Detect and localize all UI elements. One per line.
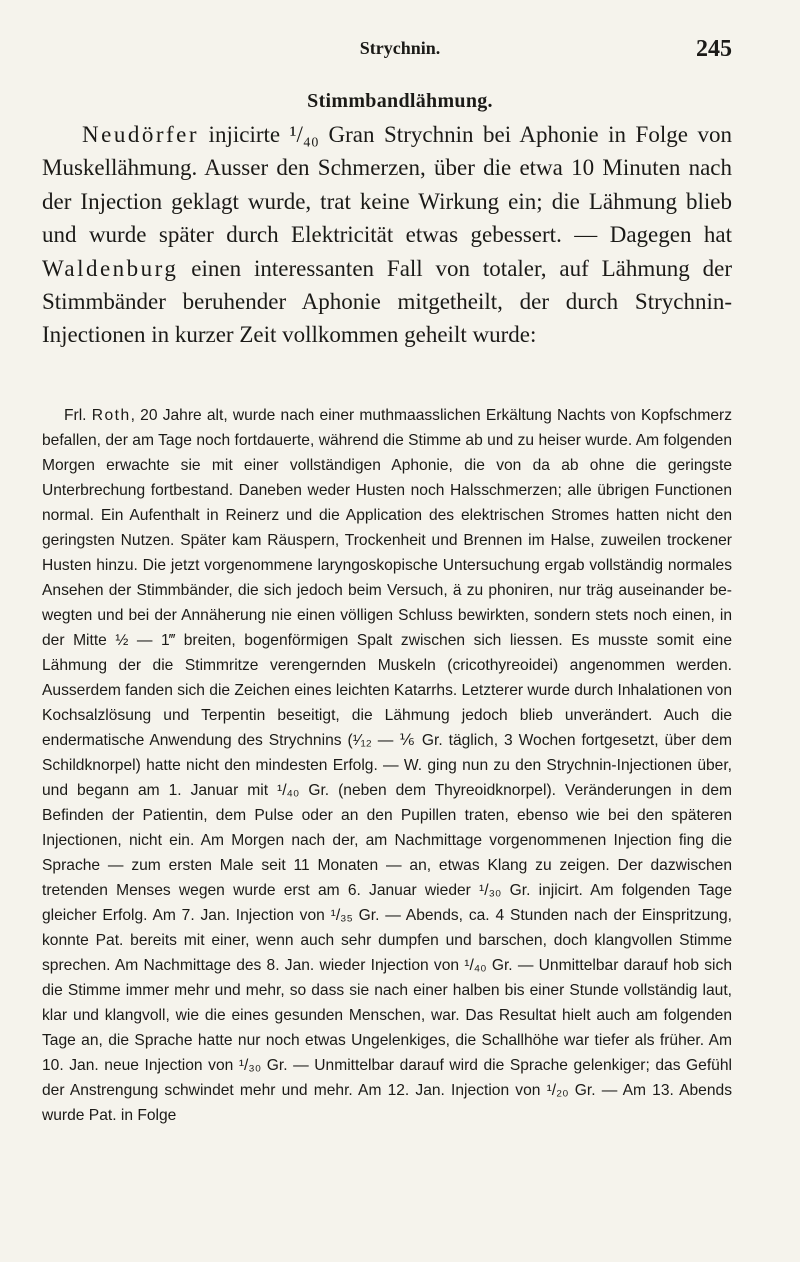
section-heading: Stimmbandlähmung.: [307, 90, 493, 112]
author-name-waldenburg: Waldenburg: [42, 255, 179, 281]
page-number: 245: [696, 36, 732, 62]
main-paragraph-block: [42, 118, 732, 352]
main-paragraph: [42, 118, 732, 352]
main-text-segment: einen interessanten Fall von totaler, auf Lähmung der Stimmbänder beruhender Aphonie mitgetheilt, der durch Strychnin-Injectionen in kurzer Zeit vollkommen geheilt wurde:: [42, 255, 732, 348]
case-report-paragraph: [42, 403, 732, 1128]
patient-name: Roth: [91, 407, 131, 424]
case-report-text: , 20 Jahre alt, wurde nach einer muthmaasslichen Erkältung Nachts von Kopfschmerz befallen, der am Tage noch fortdauerte, während die Stimme ab und zu heiser wurde. Am folgenden Morgen erwachte sie mit einer vollständigen Aphonie, die von da ab ohne die geringste Unterbrechung fortbestand. Daneben weder Husten noch Halsschmerzen; alle übrigen Functionen normal. Ein Aufenthalt in Reinerz und die Application des elektrischen Stromes hatten nicht den geringsten Nutzen. Später kam Räuspern, Trockenheit und Brennen im Halse, zuweilen trockener Husten hinzu. Die jetzt vorgenommene laryngoskopische Untersuchung ergab vollständig normales Ansehen der Stimmbänder, die sich jedoch beim Versuch, ä zu phoniren, nur träg auseinander bewegten und bei der Annäherung nie einen völligen Schluss bewirkten, sondern stets noch einen, in der Mitte ½ — 1‴ breiten, bogenförmigen Spalt zwischen sich liessen. Es musste somit eine Lähmung der die Stimmritze verengernden Muskeln (cricothyreoidei) angenommen werden. Ausserdem fanden sich die Zeichen eines leichten Katarrhs. Letzterer wurde durch Inhalationen von Kochsalzlösung und Terpentin beseitigt, die Lähmung jedoch blieb unverändert. Auch die endermatische Anwendung des Strychnins (¹⁄₁₂ — ⅙ Gr. täglich, 3 Wochen fortgesetzt, über dem Schildknorpel) hatte nicht den mindesten Erfolg. — W. ging nun zu den Strychnin-Injectionen über, und begann am 1. Januar mit ¹/₄₀ Gr. (neben dem Thyreoidknorpel). Veränderungen in dem Befinden der Patientin, dem Pulse oder an den Pupillen traten, ebenso wie bei den späteren Injectionen, nicht ein. Am Morgen nach der, am Nachmittage vorgenommenen Injection fing die Sprache — zum ersten Male seit 11 Monaten — an, etwas Klang zu zeigen. Der dazwischen tretenden Menses wegen wurde erst am 6. Januar wieder ¹/₃₀ Gr. injicirt. Am folgenden Tage gleicher Erfolg. Am 7. Jan. Injection von ¹/₃₅ Gr. — Abends, ca. 4 Stunden nach der Einspritzung, konnte Pat. bereits mit einer, wenn auch sehr dumpfen und barschen, doch klangvollen Stimme sprechen. Am Nachmittage des 8. Jan. wieder Injection von ¹/₄₀ Gr. — Unmittelbar darauf hob sich die Stimme immer mehr und mehr, so dass sie nach einer halben bis einer Stunde vollständig laut, klar und klangvoll, wie die eines gesunden Menschen, war. Das Resultat hielt auch am folgenden Tage an, die Sprache hatte nur noch etwas Ungelenkiges, die Schallhöhe war tiefer als früher. Am 10. Jan. neue Injection von ¹/₃₀ Gr. — Unmittelbar darauf wird die Sprache gelenkiger; das Gefühl der Anstrengung schwindet mehr und mehr. Am 12. Jan. Injection von ¹/₂₀ Gr. — Am 13. Abends wurde Pat. in Folge: [42, 407, 732, 1124]
author-name-neudoerfer: Neudörfer: [82, 122, 200, 147]
case-report-block: [42, 403, 732, 1128]
running-title: Strychnin.: [359, 38, 441, 58]
main-text-segment: injicirte ¹/₄₀ Gran Strychnin bei Aphonie in Folge von Muskellähmung. Ausser den Schmerzen, über die etwa 10 Minuten nach der Injection geklagt wurde, trat keine Wirkung ein; die Lähmung blieb und wurde später durch Elektricität etwas gebessert. — Dagegen hat: [42, 122, 732, 248]
case-prefix: Frl.: [64, 407, 92, 424]
